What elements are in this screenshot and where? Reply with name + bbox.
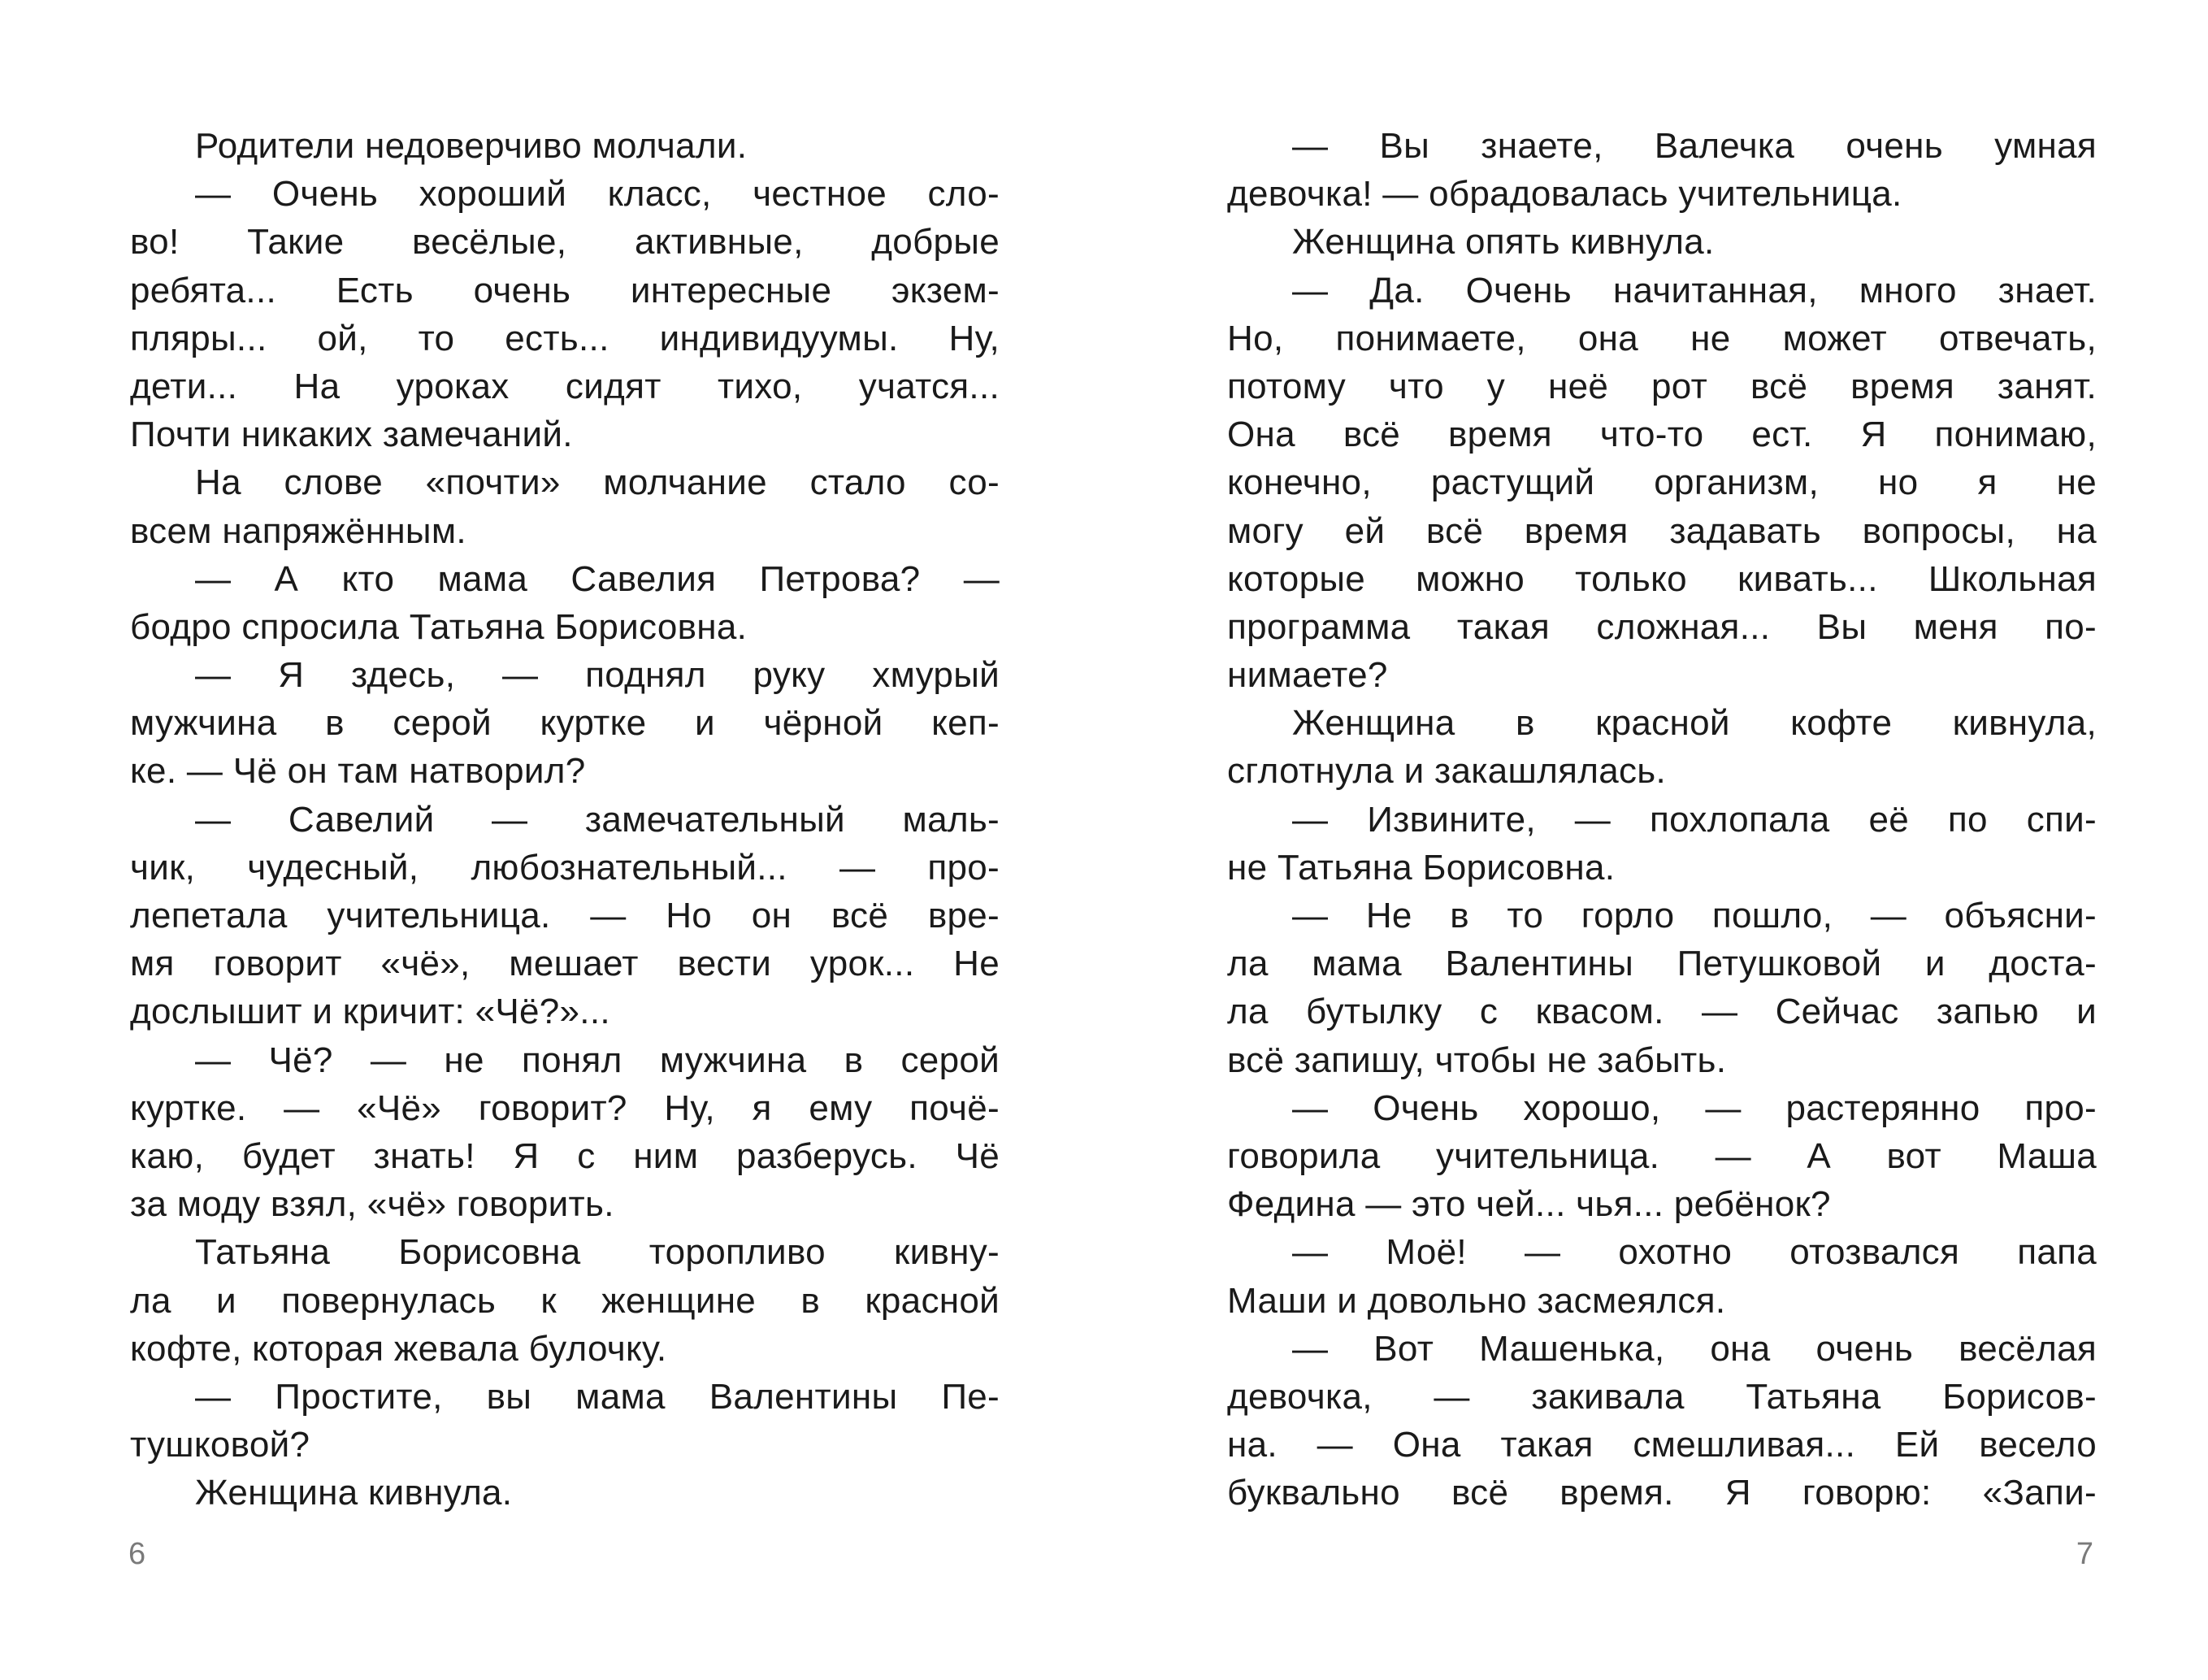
text-line: Родители недоверчиво молчали. <box>195 126 748 166</box>
left-page-text <box>130 122 1000 1517</box>
text-line: ребята... Есть очень интересные экзем- <box>130 270 1000 310</box>
text-line: тушковой? <box>130 1425 310 1465</box>
text-line: ла мама Валентины Петушковой и доста- <box>1227 944 2097 984</box>
text-line: не Татьяна Борисовна. <box>1227 847 1616 888</box>
text-line: — Да. Очень начитанная, много знает. <box>1292 270 2097 310</box>
page-number: 6 <box>128 1537 146 1571</box>
text-line: — Я здесь, — поднял руку хмурый <box>195 655 1000 696</box>
text-line: каю, будет знать! Я с ним разберусь. Чё <box>130 1135 1000 1176</box>
text-line: Почти никаких замечаний. <box>130 415 573 455</box>
text-line: — Моё! — охотно отозвался папа <box>1292 1232 2097 1273</box>
text-line: — Чё? — не понял мужчина в серой <box>195 1040 1000 1080</box>
text-line: — Вы знаете, Валечка очень умная <box>1292 126 2097 166</box>
text-line: Женщина опять кивнула. <box>1292 222 1715 263</box>
text-line: кофте, которая жевала булочку. <box>130 1328 667 1369</box>
text-line: мужчина в серой куртке и чёрной кеп- <box>130 703 1000 744</box>
text-line: Маши и довольно засмеялся. <box>1227 1280 1726 1321</box>
text-line: Женщина в красной кофте кивнула, <box>1292 703 2097 744</box>
text-line: — Очень хороший класс, честное сло- <box>195 174 1000 215</box>
text-line: ла и повернулась к женщине в красной <box>130 1280 1000 1321</box>
text-line: дети... На уроках сидят тихо, учатся... <box>130 366 1000 406</box>
text-line: Но, понимаете, она не может отвечать, <box>1227 318 2097 358</box>
text-line: — Вот Машенька, она очень весёлая <box>1292 1328 2097 1369</box>
text-line: — Не в то горло пошло, — объясни- <box>1292 896 2097 936</box>
text-line: которые можно только кивать... Школьная <box>1227 558 2097 599</box>
text-line: за моду взял, «чё» говорить. <box>130 1184 614 1225</box>
text-line: сглотнула и закашлялась. <box>1227 751 1667 792</box>
text-line: — Извините, — похлопала её по спи- <box>1292 799 2097 840</box>
text-line: лепетала учительница. — Но он всё вре- <box>130 896 1000 936</box>
text-line: Она всё время что-то ест. Я понимаю, <box>1227 415 2097 455</box>
text-line: девочка! — обрадовалась учительница. <box>1227 174 1902 215</box>
text-line: всем напряжённым. <box>130 510 466 551</box>
text-line: куртке. — «Чё» говорит? Ну, я ему почё- <box>130 1087 1000 1128</box>
text-line: во! Такие весёлые, активные, добрые <box>130 222 1000 263</box>
right-page <box>1104 0 2208 1680</box>
text-line: дослышит и кричит: «Чё?»... <box>130 992 610 1032</box>
text-line: всё запишу, чтобы не забыть. <box>1227 1040 1727 1080</box>
text-line: нимаете? <box>1227 655 1388 696</box>
text-line: девочка, — закивала Татьяна Борисов- <box>1227 1376 2097 1417</box>
text-line: могу ей всё время задавать вопросы, на <box>1227 510 2097 551</box>
text-line: — А кто мама Савелия Петрова? — <box>195 558 1000 599</box>
text-line: — Савелий — замечательный маль- <box>195 799 1000 840</box>
text-line: ке. — Чё он там натворил? <box>130 751 586 792</box>
text-line: мя говорит «чё», мешает вести урок... Не <box>130 944 1000 984</box>
text-line: Женщина кивнула. <box>195 1473 513 1513</box>
text-line: На слове «почти» молчание стало со- <box>195 462 1000 503</box>
text-line: — Очень хорошо, — растерянно про- <box>1292 1087 2097 1128</box>
text-line: программа такая сложная... Вы меня по- <box>1227 606 2097 647</box>
text-line: — Простите, вы мама Валентины Пе- <box>195 1376 1000 1417</box>
text-line: Татьяна Борисовна торопливо кивну- <box>195 1232 1000 1273</box>
text-line: бодро спросила Татьяна Борисовна. <box>130 606 748 647</box>
text-line: чик, чудесный, любознательный... — про- <box>130 847 1000 888</box>
text-line: на. — Она такая смешливая... Ей весело <box>1227 1425 2097 1465</box>
right-page-text <box>1227 122 2097 1517</box>
text-line: пляры... ой, то есть... индивидуумы. Ну, <box>130 318 1000 358</box>
text-line: ла бутылку с квасом. — Сейчас запью и <box>1227 992 2097 1032</box>
text-line: конечно, растущий организм, но я не <box>1227 462 2097 503</box>
text-line: буквально всё время. Я говорю: «Запи- <box>1227 1473 2097 1513</box>
text-line: потому что у неё рот всё время занят. <box>1227 366 2097 406</box>
text-line: Федина — это чей... чья... ребёнок? <box>1227 1184 1831 1225</box>
text-line: говорила учительница. — А вот Маша <box>1227 1135 2097 1176</box>
page-number: 7 <box>2076 1537 2093 1571</box>
